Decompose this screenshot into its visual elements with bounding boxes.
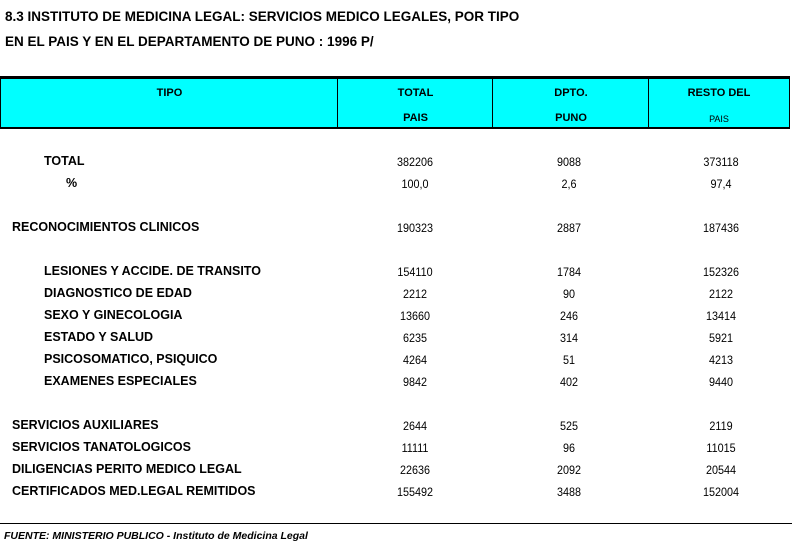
dpto-puno-cell: 525 (559, 419, 579, 433)
dpto-puno-cell: 2,6 (561, 177, 577, 191)
dpto-puno-cell: 2887 (556, 221, 582, 235)
table-row (0, 437, 792, 459)
resto-pais-cell: 4213 (708, 353, 734, 367)
total-pais-cell: 13660 (399, 309, 431, 323)
row-label: % (66, 176, 78, 190)
table-row (0, 305, 792, 327)
table-row (0, 283, 792, 305)
total-pais-cell: 22636 (399, 463, 431, 477)
header-total-line1: TOTAL (397, 87, 434, 99)
resto-pais-cell: 9440 (708, 375, 734, 389)
total-pais-cell: 154110 (397, 265, 433, 279)
total-pais-cell: 382206 (396, 155, 434, 169)
table-row (0, 415, 792, 437)
header-resto-line2: PAIS (709, 114, 729, 124)
header-tipo (1, 79, 338, 127)
header-dpto-line2: PUNO (555, 112, 587, 124)
table-row (0, 459, 792, 481)
row-label: EXAMENES ESPECIALES (44, 374, 197, 388)
total-pais-cell: 4264 (402, 353, 428, 367)
row-label: RECONOCIMIENTOS CLINICOS (12, 220, 200, 234)
source-note: FUENTE: MINISTERIO PUBLICO - Instituto de Medicina Legal (4, 530, 308, 542)
resto-pais-cell: 152326 (702, 265, 740, 279)
dpto-puno-cell: 51 (562, 353, 576, 367)
table-row (0, 261, 792, 283)
resto-pais-cell: 373118 (703, 155, 739, 169)
dpto-puno-cell: 96 (562, 441, 576, 455)
row-label: TOTAL (44, 154, 85, 168)
table-row (0, 327, 792, 349)
row-label: LESIONES Y ACCIDE. DE TRANSITO (44, 264, 261, 278)
resto-pais-cell: 187436 (702, 221, 740, 235)
header-dpto-line1: DPTO. (554, 87, 588, 99)
table-row (0, 151, 792, 173)
footer-divider (0, 523, 792, 524)
resto-pais-cell: 2119 (709, 419, 733, 433)
resto-pais-cell: 97,4 (710, 177, 732, 191)
row-label: CERTIFICADOS MED.LEGAL REMITIDOS (12, 484, 256, 498)
resto-pais-cell: 2122 (708, 287, 734, 301)
header-resto-pais (648, 79, 789, 127)
row-label: SERVICIOS TANATOLOGICOS (12, 440, 191, 454)
dpto-puno-cell: 90 (562, 287, 576, 301)
table-row (0, 173, 792, 195)
dpto-puno-cell: 1784 (556, 265, 582, 279)
row-label: PSICOSOMATICO, PSIQUICO (44, 352, 218, 366)
table-header (0, 76, 790, 129)
dpto-puno-cell: 402 (559, 375, 579, 389)
resto-pais-cell: 13414 (705, 309, 737, 323)
header-dpto-puno (492, 79, 649, 127)
header-resto-line1: RESTO DEL (687, 87, 751, 99)
header-tipo-label: TIPO (156, 87, 183, 99)
total-pais-cell: 9842 (402, 375, 428, 389)
resto-pais-cell: 20544 (705, 463, 737, 477)
total-pais-cell: 11111 (401, 441, 429, 455)
spacer-row (0, 195, 792, 217)
dpto-puno-cell: 2092 (556, 463, 582, 477)
spacer-row (0, 393, 792, 415)
row-label: SERVICIOS AUXILIARES (12, 418, 159, 432)
total-pais-cell: 190323 (396, 221, 434, 235)
resto-pais-cell: 152004 (702, 485, 740, 499)
row-label: DILIGENCIAS PERITO MEDICO LEGAL (12, 462, 242, 476)
total-pais-cell: 2212 (402, 287, 428, 301)
resto-pais-cell: 5921 (708, 331, 734, 345)
header-total-line2: PAIS (403, 112, 428, 124)
dpto-puno-cell: 9088 (556, 155, 582, 169)
table-row (0, 481, 792, 503)
table-body (0, 151, 792, 503)
total-pais-cell: 100,0 (401, 177, 429, 191)
total-pais-cell: 2644 (402, 419, 428, 433)
table-row (0, 217, 792, 239)
row-label: SEXO Y GINECOLOGIA (44, 308, 183, 322)
table-row (0, 349, 792, 371)
row-label: ESTADO Y SALUD (44, 330, 154, 344)
spacer-row (0, 239, 792, 261)
dpto-puno-cell: 246 (559, 309, 579, 323)
header-total-pais (337, 79, 493, 127)
table-title-line-2: EN EL PAIS Y EN EL DEPARTAMENTO DE PUNO : 1996 P/ (5, 34, 374, 49)
dpto-puno-cell: 314 (559, 331, 579, 345)
resto-pais-cell: 11015 (706, 441, 736, 455)
total-pais-cell: 155492 (396, 485, 434, 499)
table-title-line-1: 8.3 INSTITUTO DE MEDICINA LEGAL: SERVICIOS MEDICO LEGALES, POR TIPO (5, 9, 520, 24)
total-pais-cell: 6235 (402, 331, 428, 345)
dpto-puno-cell: 3488 (556, 485, 582, 499)
table-row (0, 371, 792, 393)
row-label: DIAGNOSTICO DE EDAD (44, 286, 192, 300)
